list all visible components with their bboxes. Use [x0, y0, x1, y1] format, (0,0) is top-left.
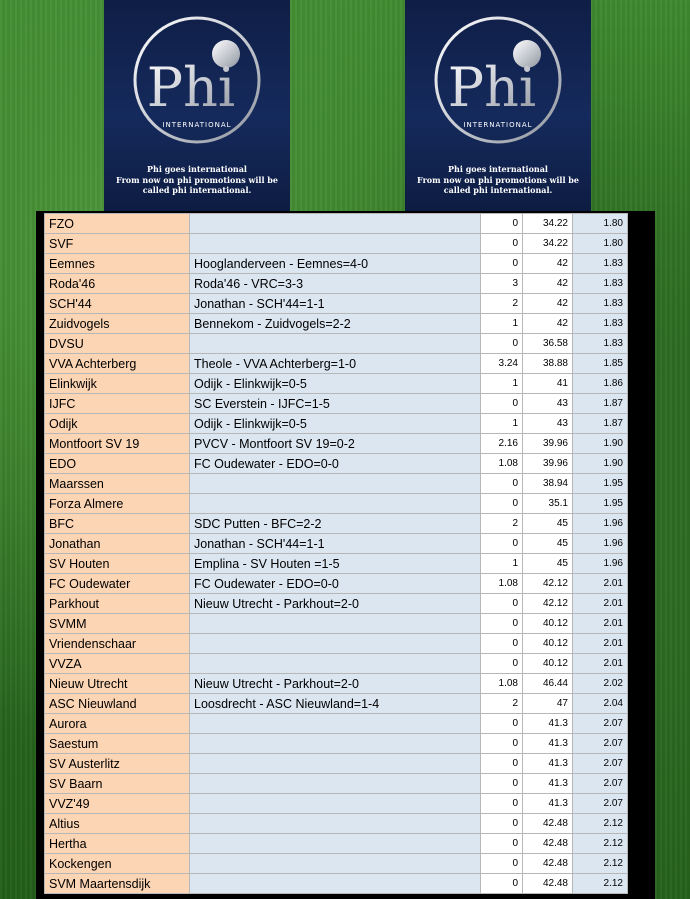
match-cell: Bennekom - Zuidvogels=2-2: [190, 314, 481, 334]
value-a-cell: 3.24: [481, 354, 523, 374]
match-cell: [190, 214, 481, 234]
table-row: [45, 274, 628, 294]
value-c-cell: 1.90: [573, 434, 628, 454]
value-b-cell: 42.48: [523, 854, 573, 874]
value-c-cell: 2.01: [573, 574, 628, 594]
value-c-cell: 1.85: [573, 354, 628, 374]
value-a-cell: 2: [481, 294, 523, 314]
standings-table: [44, 213, 628, 894]
team-cell: SV Houten: [45, 554, 190, 574]
value-a-cell: 1.08: [481, 574, 523, 594]
value-c-cell: 1.80: [573, 234, 628, 254]
value-b-cell: 46.44: [523, 674, 573, 694]
team-cell: Eemnes: [45, 254, 190, 274]
match-cell: FC Oudewater - EDO=0-0: [190, 574, 481, 594]
value-a-cell: 0: [481, 334, 523, 354]
value-c-cell: 1.90: [573, 454, 628, 474]
value-b-cell: 45: [523, 534, 573, 554]
team-cell: Zuidvogels: [45, 314, 190, 334]
value-a-cell: 0: [481, 814, 523, 834]
table-row: [45, 874, 628, 894]
team-cell: Nieuw Utrecht: [45, 674, 190, 694]
match-cell: [190, 814, 481, 834]
match-cell: [190, 494, 481, 514]
value-a-cell: 0: [481, 794, 523, 814]
value-a-cell: 0: [481, 614, 523, 634]
team-cell: IJFC: [45, 394, 190, 414]
table-row: [45, 734, 628, 754]
value-c-cell: 2.01: [573, 654, 628, 674]
team-cell: Hertha: [45, 834, 190, 854]
value-c-cell: 1.95: [573, 474, 628, 494]
value-b-cell: 34.22: [523, 214, 573, 234]
value-a-cell: 0: [481, 654, 523, 674]
table-row: [45, 834, 628, 854]
value-b-cell: 42: [523, 294, 573, 314]
value-a-cell: 0: [481, 774, 523, 794]
match-cell: Loosdrecht - ASC Nieuwland=1-4: [190, 694, 481, 714]
value-a-cell: 1.08: [481, 674, 523, 694]
value-a-cell: 1: [481, 414, 523, 434]
team-cell: ASC Nieuwland: [45, 694, 190, 714]
table-row: [45, 214, 628, 234]
banner-line: Phi goes international: [448, 164, 548, 174]
table-row: [45, 474, 628, 494]
table-row: [45, 854, 628, 874]
team-cell: SV Austerlitz: [45, 754, 190, 774]
phi-logo-icon: [432, 14, 564, 146]
value-c-cell: 2.07: [573, 714, 628, 734]
value-a-cell: 0: [481, 214, 523, 234]
match-cell: [190, 834, 481, 854]
value-b-cell: 45: [523, 514, 573, 534]
table-row: [45, 714, 628, 734]
value-b-cell: 36.58: [523, 334, 573, 354]
table-row: [45, 454, 628, 474]
banner-line: From now on phi promotions will be: [417, 174, 579, 185]
value-c-cell: 2.04: [573, 694, 628, 714]
match-cell: FC Oudewater - EDO=0-0: [190, 454, 481, 474]
team-cell: Jonathan: [45, 534, 190, 554]
match-cell: [190, 234, 481, 254]
value-b-cell: 34.22: [523, 234, 573, 254]
match-cell: Jonathan - SCH'44=1-1: [190, 534, 481, 554]
value-a-cell: 1: [481, 314, 523, 334]
match-cell: Jonathan - SCH'44=1-1: [190, 294, 481, 314]
match-cell: [190, 634, 481, 654]
value-c-cell: 1.80: [573, 214, 628, 234]
table-row: [45, 354, 628, 374]
team-cell: EDO: [45, 454, 190, 474]
value-a-cell: 1.08: [481, 454, 523, 474]
value-a-cell: 0: [481, 754, 523, 774]
team-cell: SVF: [45, 234, 190, 254]
value-c-cell: 1.96: [573, 534, 628, 554]
banner-caption: [104, 164, 290, 196]
value-b-cell: 43: [523, 394, 573, 414]
match-cell: [190, 874, 481, 894]
table-row: [45, 774, 628, 794]
table-row: [45, 234, 628, 254]
value-b-cell: 47: [523, 694, 573, 714]
table-row: [45, 514, 628, 534]
match-cell: [190, 714, 481, 734]
table-row: [45, 574, 628, 594]
match-cell: SDC Putten - BFC=2-2: [190, 514, 481, 534]
phi-banner-left[interactable]: [104, 0, 290, 212]
match-cell: Roda'46 - VRC=3-3: [190, 274, 481, 294]
team-cell: Saestum: [45, 734, 190, 754]
value-a-cell: 0: [481, 494, 523, 514]
value-a-cell: 0: [481, 854, 523, 874]
value-c-cell: 2.12: [573, 814, 628, 834]
table-row: [45, 554, 628, 574]
value-c-cell: 2.07: [573, 794, 628, 814]
match-cell: [190, 474, 481, 494]
team-cell: BFC: [45, 514, 190, 534]
match-cell: [190, 334, 481, 354]
value-b-cell: 38.88: [523, 354, 573, 374]
value-b-cell: 42: [523, 314, 573, 334]
value-c-cell: 2.01: [573, 594, 628, 614]
table-row: [45, 654, 628, 674]
value-b-cell: 42.48: [523, 834, 573, 854]
table-row: [45, 694, 628, 714]
value-b-cell: 42.12: [523, 574, 573, 594]
value-c-cell: 2.02: [573, 674, 628, 694]
banner-line: called phi international.: [142, 185, 252, 195]
svg-text:Phi: Phi: [146, 56, 236, 119]
value-a-cell: 1: [481, 554, 523, 574]
team-cell: Altius: [45, 814, 190, 834]
team-cell: FZO: [45, 214, 190, 234]
team-cell: SVM Maartensdijk: [45, 874, 190, 894]
value-a-cell: 0: [481, 234, 523, 254]
table-row: [45, 614, 628, 634]
banner-line: called phi international.: [443, 185, 553, 195]
team-cell: DVSU: [45, 334, 190, 354]
value-a-cell: 0: [481, 594, 523, 614]
team-cell: Vriendenschaar: [45, 634, 190, 654]
match-cell: Nieuw Utrecht - Parkhout=2-0: [190, 674, 481, 694]
banner-line: Phi goes international: [147, 164, 247, 174]
banner-line: From now on phi promotions will be: [116, 174, 278, 185]
team-cell: Forza Almere: [45, 494, 190, 514]
table-row: [45, 254, 628, 274]
value-c-cell: 2.12: [573, 834, 628, 854]
value-a-cell: 0: [481, 874, 523, 894]
table-row: [45, 374, 628, 394]
value-c-cell: 1.83: [573, 294, 628, 314]
team-cell: VVZ'49: [45, 794, 190, 814]
table-row: [45, 494, 628, 514]
match-cell: [190, 774, 481, 794]
value-b-cell: 43: [523, 414, 573, 434]
value-c-cell: 1.96: [573, 514, 628, 534]
value-a-cell: 0: [481, 474, 523, 494]
value-a-cell: 2: [481, 514, 523, 534]
value-b-cell: 40.12: [523, 654, 573, 674]
value-c-cell: 1.83: [573, 314, 628, 334]
value-b-cell: 41.3: [523, 754, 573, 774]
value-c-cell: 1.95: [573, 494, 628, 514]
value-b-cell: 40.12: [523, 614, 573, 634]
value-b-cell: 40.12: [523, 634, 573, 654]
value-b-cell: 42.12: [523, 594, 573, 614]
value-a-cell: 0: [481, 834, 523, 854]
value-a-cell: 0: [481, 254, 523, 274]
value-a-cell: 0: [481, 534, 523, 554]
banner-caption: [405, 164, 591, 196]
value-a-cell: 3: [481, 274, 523, 294]
table-row: [45, 534, 628, 554]
match-cell: [190, 794, 481, 814]
match-cell: Odijk - Elinkwijk=0-5: [190, 414, 481, 434]
value-c-cell: 1.87: [573, 394, 628, 414]
value-c-cell: 1.83: [573, 254, 628, 274]
value-a-cell: 2: [481, 694, 523, 714]
table-row: [45, 314, 628, 334]
table-row: [45, 594, 628, 614]
table-row: [45, 634, 628, 654]
match-cell: Emplina - SV Houten =1-5: [190, 554, 481, 574]
team-cell: SVMM: [45, 614, 190, 634]
table-row: [45, 294, 628, 314]
value-c-cell: 1.83: [573, 334, 628, 354]
value-b-cell: 41.3: [523, 794, 573, 814]
team-cell: FC Oudewater: [45, 574, 190, 594]
table-row: [45, 754, 628, 774]
value-b-cell: 42: [523, 274, 573, 294]
table-row: [45, 674, 628, 694]
team-cell: Parkhout: [45, 594, 190, 614]
value-b-cell: 41.3: [523, 714, 573, 734]
svg-text:INTERNATIONAL: INTERNATIONAL: [162, 121, 232, 129]
value-a-cell: 0: [481, 714, 523, 734]
svg-text:Phi: Phi: [447, 56, 537, 119]
value-b-cell: 42.48: [523, 874, 573, 894]
value-c-cell: 1.86: [573, 374, 628, 394]
value-a-cell: 0: [481, 634, 523, 654]
match-cell: [190, 754, 481, 774]
match-cell: Hooglanderveen - Eemnes=4-0: [190, 254, 481, 274]
table-row: [45, 814, 628, 834]
value-a-cell: 0: [481, 394, 523, 414]
value-b-cell: 35.1: [523, 494, 573, 514]
match-cell: [190, 614, 481, 634]
value-c-cell: 2.07: [573, 754, 628, 774]
value-c-cell: 1.87: [573, 414, 628, 434]
value-c-cell: 1.83: [573, 274, 628, 294]
team-cell: Montfoort SV 19: [45, 434, 190, 454]
team-cell: SV Baarn: [45, 774, 190, 794]
value-c-cell: 2.01: [573, 634, 628, 654]
value-c-cell: 2.01: [573, 614, 628, 634]
value-b-cell: 41.3: [523, 734, 573, 754]
team-cell: VVA Achterberg: [45, 354, 190, 374]
value-c-cell: 2.12: [573, 874, 628, 894]
team-cell: Aurora: [45, 714, 190, 734]
value-b-cell: 42.48: [523, 814, 573, 834]
value-b-cell: 45: [523, 554, 573, 574]
team-cell: Maarssen: [45, 474, 190, 494]
team-cell: SCH'44: [45, 294, 190, 314]
team-cell: Elinkwijk: [45, 374, 190, 394]
table-row: [45, 794, 628, 814]
value-b-cell: 39.96: [523, 454, 573, 474]
table-row: [45, 334, 628, 354]
value-b-cell: 39.96: [523, 434, 573, 454]
table-row: [45, 394, 628, 414]
table-row: [45, 414, 628, 434]
team-cell: VVZA: [45, 654, 190, 674]
match-cell: [190, 854, 481, 874]
value-c-cell: 2.07: [573, 734, 628, 754]
match-cell: Nieuw Utrecht - Parkhout=2-0: [190, 594, 481, 614]
phi-logo-icon: [131, 14, 263, 146]
value-b-cell: 38.94: [523, 474, 573, 494]
value-b-cell: 41: [523, 374, 573, 394]
team-cell: Odijk: [45, 414, 190, 434]
match-cell: SC Everstein - IJFC=1-5: [190, 394, 481, 414]
value-c-cell: 2.12: [573, 854, 628, 874]
match-cell: Theole - VVA Achterberg=1-0: [190, 354, 481, 374]
value-a-cell: 2.16: [481, 434, 523, 454]
team-cell: Kockengen: [45, 854, 190, 874]
value-a-cell: 0: [481, 734, 523, 754]
svg-text:INTERNATIONAL: INTERNATIONAL: [463, 121, 533, 129]
match-cell: Odijk - Elinkwijk=0-5: [190, 374, 481, 394]
value-b-cell: 42: [523, 254, 573, 274]
match-cell: [190, 734, 481, 754]
table-row: [45, 434, 628, 454]
value-b-cell: 41.3: [523, 774, 573, 794]
value-a-cell: 1: [481, 374, 523, 394]
team-cell: Roda'46: [45, 274, 190, 294]
value-c-cell: 1.96: [573, 554, 628, 574]
value-c-cell: 2.07: [573, 774, 628, 794]
standings-table-container: [36, 211, 655, 899]
phi-banner-right[interactable]: [405, 0, 591, 212]
match-cell: [190, 654, 481, 674]
match-cell: PVCV - Montfoort SV 19=0-2: [190, 434, 481, 454]
